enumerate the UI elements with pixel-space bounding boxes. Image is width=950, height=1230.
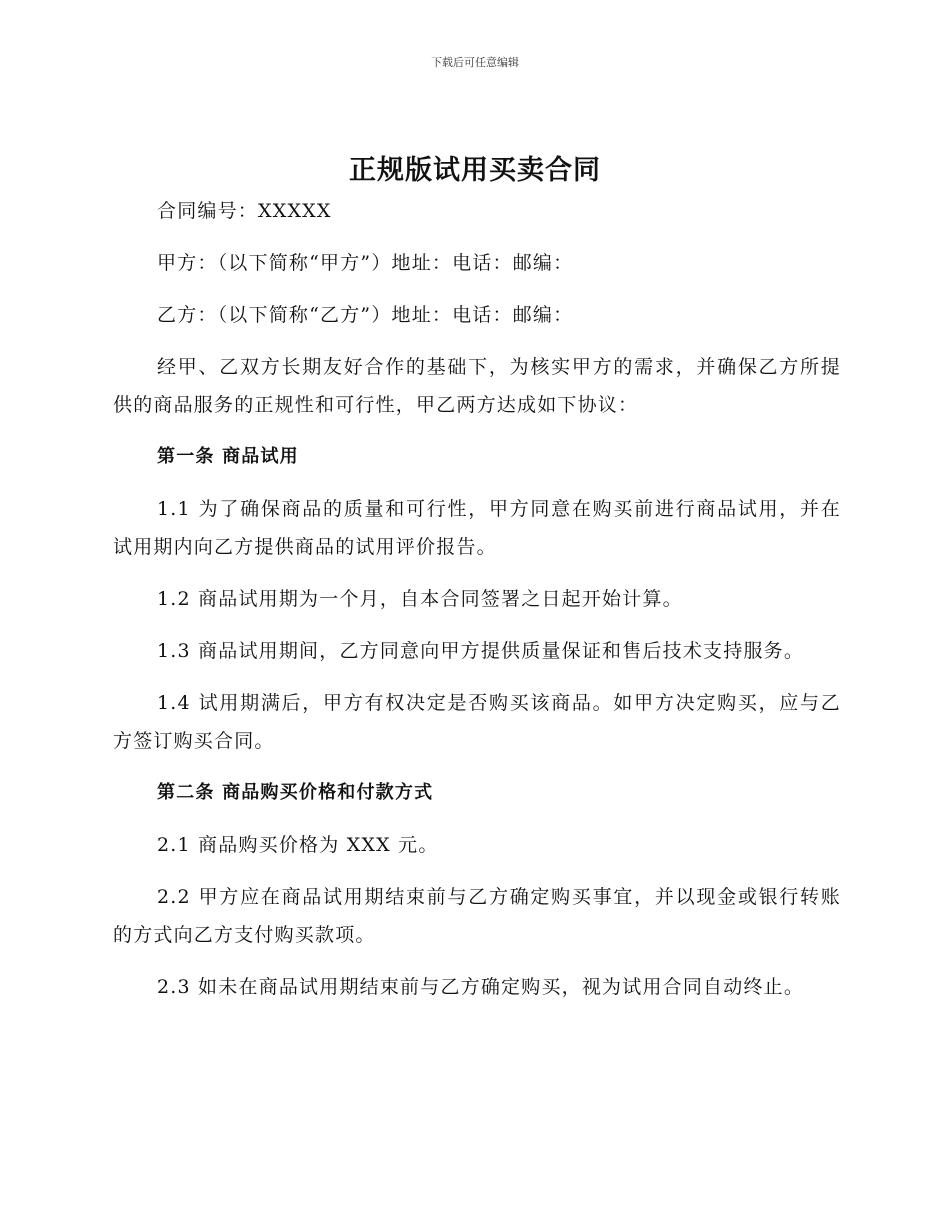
- section-heading-1: 第一条 商品试用: [157, 446, 299, 467]
- intro-paragraph: 经甲、乙双方长期友好合作的基础下，为核实甲方的需求，并确保乙方所提供的商品服务的正规性和可行性，甲乙两方达成如下协议：: [113, 356, 841, 416]
- clause-2-1: 2.1 商品购买价格为 XXX 元。: [157, 834, 439, 856]
- document-body: [113, 192, 841, 1020]
- party-a-line: 甲方：（以下简称“甲方”）地址：电话：邮编：: [157, 252, 574, 274]
- clause-2-2: 2.2 甲方应在商品试用期结束前与乙方确定购买事宜，并以现金或银行转账的方式向乙方支付购买款项。: [113, 886, 841, 946]
- section-heading-2: 第二条 商品购买价格和付款方式: [157, 782, 434, 803]
- clause-1-2: 1.2 商品试用期为一个月，自本合同签署之日起开始计算。: [157, 588, 683, 610]
- document-title: 正规版试用买卖合同: [349, 155, 601, 186]
- clause-2-3: 2.3 如未在商品试用期结束前与乙方确定购买，视为试用合同自动终止。: [157, 976, 805, 998]
- clause-1-3: 1.3 商品试用期间，乙方同意向甲方提供质量保证和售后技术支持服务。: [157, 640, 805, 662]
- contract-number: 合同编号：XXXXX: [157, 200, 332, 222]
- clause-1-1: 1.1 为了确保商品的质量和可行性，甲方同意在购买前进行商品试用，并在试用期内向乙方提供商品的试用评价报告。: [113, 498, 841, 558]
- clause-1-4: 1.4 试用期满后，甲方有权决定是否购买该商品。如甲方决定购买，应与乙方签订购买合同。: [113, 692, 841, 752]
- page-header-note: 下载后可任意编辑: [431, 56, 519, 69]
- party-b-line: 乙方：（以下简称“乙方”）地址：电话：邮编：: [157, 304, 574, 326]
